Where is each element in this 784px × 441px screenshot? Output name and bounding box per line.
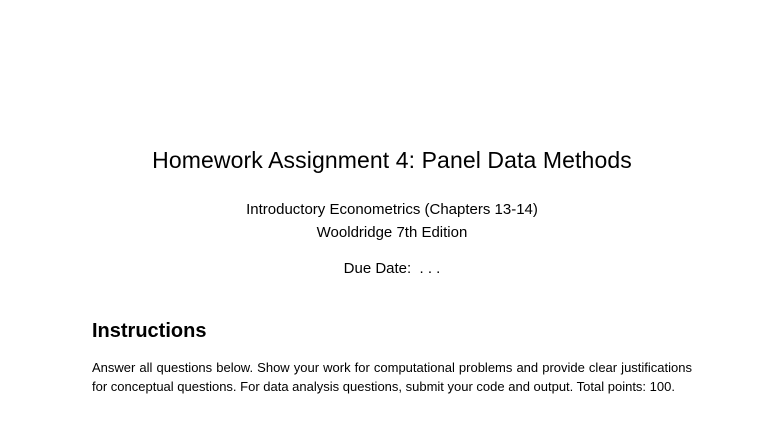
document-title: Homework Assignment 4: Panel Data Methods [152,147,632,173]
course-line: Introductory Econometrics (Chapters 13-14) [246,201,538,218]
due-date-line: Due Date: . . . [343,260,441,277]
instructions-body: Answer all questions below. Show your work for computational problems and provide clear justifications for conceptual questions. For data analysis questions, submit your code and output. Total points: 100. [92,360,692,394]
instructions-heading: Instructions [92,320,207,342]
textbook-line: Wooldridge 7th Edition [316,224,468,241]
